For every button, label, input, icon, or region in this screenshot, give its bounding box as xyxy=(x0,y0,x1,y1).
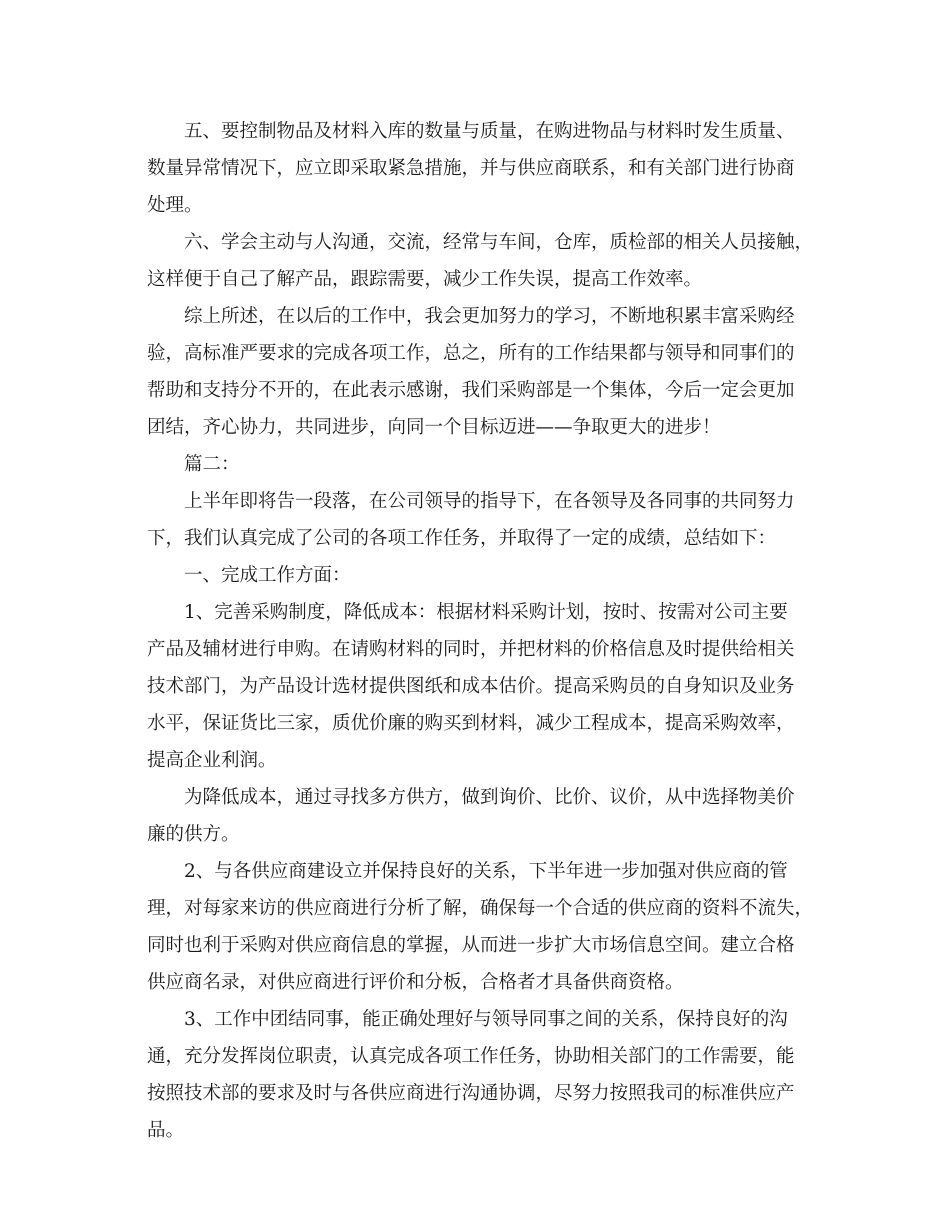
paragraph-line: 按照技术部的要求及时与各供应商进行沟通协调，尽努力按照我司的标准供应产 xyxy=(147,1083,795,1104)
paragraph-line: 处理。 xyxy=(147,195,203,216)
paragraph-line: 五、要控制物品及材料入库的数量与质量，在购进物品与材料时发生质量、 xyxy=(184,121,795,142)
paragraph-line: 提高企业利润。 xyxy=(147,750,277,771)
paragraph-line: 廉的供方。 xyxy=(147,824,240,845)
paragraph-line: 这样便于自己了解产品，跟踪需要，减少工作失误，提高工作效率。 xyxy=(147,269,703,290)
paragraph-line: 团结，齐心协力，共同进步，向同一个目标迈进——争取更大的进步！ xyxy=(147,417,721,438)
paragraph-line: 上半年即将告一段落，在公司领导的指导下，在各领导及各同事的共同努力 xyxy=(184,491,795,512)
paragraph-line: 水平，保证货比三家，质优价廉的购买到材料，减少工程成本，提高采购效率， xyxy=(147,713,795,734)
paragraph-line: 验，高标准严要求的完成各项工作，总之，所有的工作结果都与领导和同事们的 xyxy=(147,343,795,364)
paragraph-line: 理，对每家来访的供应商进行分析了解，确保每一个合适的供应商的资料不流失， xyxy=(147,898,814,919)
paragraph-line: 2、与各供应商建设立并保持良好的关系，下半年进一步加强对供应商的管 xyxy=(184,861,788,882)
paragraph-line: 品。 xyxy=(147,1120,185,1141)
paragraph-line: 综上所述，在以后的工作中，我会更加努力的学习，不断地积累丰富采购经 xyxy=(184,306,795,327)
paragraph-line: 下，我们认真完成了公司的各项工作任务，并取得了一定的成绩，总结如下： xyxy=(147,528,777,549)
paragraph-line: 数量异常情况下，应立即采取紧急措施，并与供应商联系，和有关部门进行协商 xyxy=(147,158,795,179)
subheading: 一、完成工作方面： xyxy=(184,565,351,586)
paragraph-line: 3、工作中团结同事，能正确处理好与领导同事之间的关系，保持良好的沟 xyxy=(184,1009,788,1030)
paragraph-line: 产品及辅材进行申购。在请购材料的同时，并把材料的价格信息及时提供给相关 xyxy=(147,639,795,660)
paragraph-line: 六、学会主动与人沟通，交流，经常与车间，仓库，质检部的相关人员接触， xyxy=(184,232,814,253)
paragraph-line: 同时也利于采购对供应商信息的掌握，从而进一步扩大市场信息空间。建立合格 xyxy=(147,935,795,956)
section-heading: 篇二： xyxy=(184,454,240,475)
paragraph-line: 通，充分发挥岗位职责，认真完成各项工作任务，协助相关部门的工作需要，能 xyxy=(147,1046,795,1067)
paragraph-line: 技术部门，为产品设计选材提供图纸和成本估价。提高采购员的自身知识及业务 xyxy=(147,676,795,697)
paragraph-line: 为降低成本，通过寻找多方供方，做到询价、比价、议价，从中选择物美价 xyxy=(184,787,795,808)
paragraph-line: 供应商名录，对供应商进行评价和分板，合格者才具备供商资格。 xyxy=(147,972,684,993)
paragraph-line: 帮助和支持分不开的，在此表示感谢，我们采购部是一个集体，今后一定会更加 xyxy=(147,380,795,401)
paragraph-line: 1、完善采购制度，降低成本：根据材料采购计划，按时、按需对公司主要 xyxy=(184,602,788,623)
